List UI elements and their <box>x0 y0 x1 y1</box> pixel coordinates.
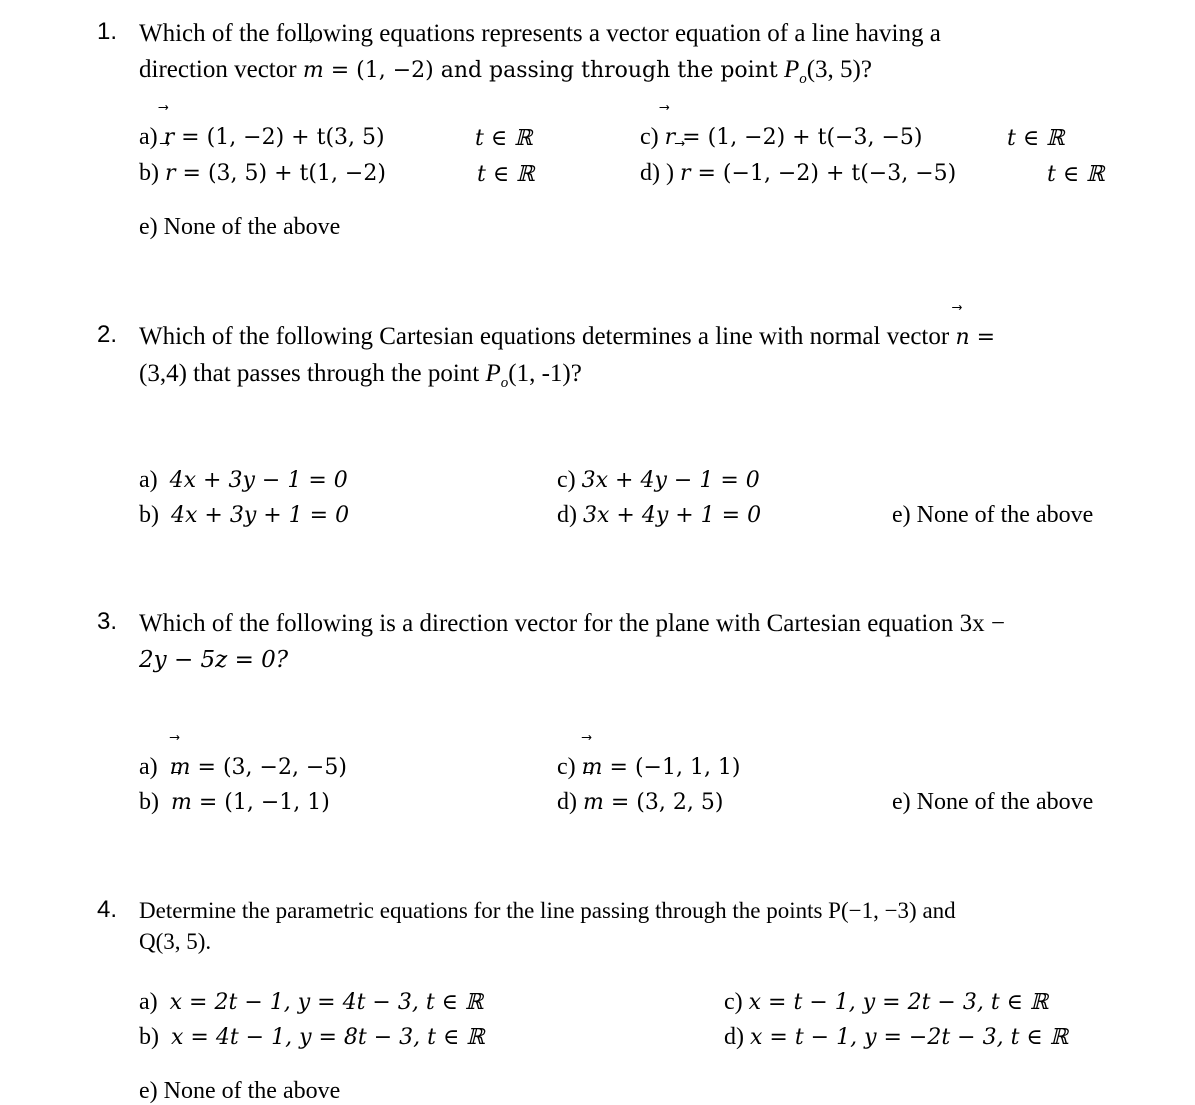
stem-line-2 <box>139 356 995 401</box>
question-number: 1. <box>97 18 118 45</box>
stem-line-2: 2y − 5z = 0? <box>139 647 289 673</box>
option-d[interactable] <box>724 1024 1068 1051</box>
option-b-domain: t ∈ ℝ <box>477 162 535 187</box>
stem-text: direction vector <box>139 56 297 83</box>
option-label: a) <box>139 124 158 150</box>
stem-line-1: Which of the following equations represents a vector equation of a line having a <box>139 20 941 47</box>
question-number: 2. <box>97 321 118 348</box>
stem-text: (3, 5)? <box>806 56 872 83</box>
option-e[interactable]: e) None of the above <box>892 789 1094 815</box>
option-label: c) <box>724 989 743 1015</box>
point-subscript: o <box>799 71 807 87</box>
stem-text: = <box>969 325 996 350</box>
option-a[interactable] <box>139 467 348 494</box>
option-expression: = (1, −2) + t(3, 5) <box>174 125 385 150</box>
option-b[interactable] <box>139 502 349 529</box>
vector-r: ⃗ r <box>665 125 676 150</box>
stem-line-2: Q(3, 5). <box>139 929 212 954</box>
option-b[interactable] <box>139 1024 485 1051</box>
option-expression: x = t − 1, y = −2t − 3, t ∈ ℝ <box>750 1025 1068 1050</box>
option-label: a) <box>139 467 158 493</box>
question-number: 3. <box>97 608 118 635</box>
question-stem <box>139 606 1005 678</box>
vector-m: ⃗ m <box>583 790 604 815</box>
option-expression: = (1, −2) + t(−3, −5) <box>675 125 923 150</box>
option-expression: 4x + 3y + 1 = 0 <box>171 503 350 528</box>
vector-m: ⃗ m <box>171 790 192 815</box>
option-expression: x = 4t − 1, y = 8t − 3, t ∈ ℝ <box>171 1025 485 1050</box>
option-label: b) <box>139 160 159 186</box>
vector-r: ⃗ r <box>680 161 691 186</box>
option-d[interactable] <box>557 502 761 529</box>
question-stem <box>139 319 995 401</box>
option-expression: = (3, 2, 5) <box>603 790 724 815</box>
option-label: b) <box>139 502 159 528</box>
option-expression: 3x + 4y + 1 = 0 <box>583 503 762 528</box>
question-stem <box>139 16 941 97</box>
stem-text: (3,4) that passes through the point <box>139 360 480 387</box>
option-expression: = (−1, −2) + t(−3, −5) <box>690 161 957 186</box>
vector-m: ⃗ m <box>582 755 603 780</box>
stem-text: (1, -1)? <box>508 360 582 387</box>
vector-m: ⃗ m <box>170 755 191 780</box>
option-d[interactable] <box>640 160 956 187</box>
option-expression: = (−1, 1, 1) <box>602 755 741 780</box>
point-subscript: o <box>500 375 509 391</box>
stem-line-1: Which of the following is a direction vector for the plane with Cartesian equation 3x − <box>139 610 1005 637</box>
option-b[interactable] <box>139 789 330 816</box>
option-a[interactable] <box>139 124 385 151</box>
option-label: b) <box>139 789 159 815</box>
stem-line-2 <box>139 52 941 97</box>
point-label: P <box>485 360 501 387</box>
vector-r: ⃗ r <box>164 125 175 150</box>
stem-text: = (1, −2) and passing through the point <box>323 58 778 83</box>
option-expression: x = t − 1, y = 2t − 3, t ∈ ℝ <box>748 990 1049 1015</box>
option-d-domain: t ∈ ℝ <box>1047 162 1105 187</box>
option-label: a) <box>139 989 158 1015</box>
point-label: P <box>783 56 800 83</box>
option-e[interactable]: e) None of the above <box>139 214 341 240</box>
vector-n: ⃗ n <box>955 320 969 356</box>
stem-line-1 <box>139 319 995 356</box>
option-label: c) <box>557 467 576 493</box>
option-label: d) ) <box>640 160 674 186</box>
option-c-domain: t ∈ ℝ <box>1007 126 1065 151</box>
option-b[interactable] <box>139 160 386 187</box>
option-c[interactable] <box>724 989 1048 1016</box>
option-label: c) <box>557 754 576 780</box>
option-e[interactable]: e) None of the above <box>139 1078 341 1104</box>
option-expression: = (1, −1, 1) <box>191 790 330 815</box>
option-e[interactable]: e) None of the above <box>892 502 1094 528</box>
option-label: b) <box>139 1024 159 1050</box>
option-a-domain: t ∈ ℝ <box>475 126 533 151</box>
option-label: d) <box>557 502 577 528</box>
stem-line-1: Determine the parametric equations for the line passing through the points P(−1, −3) and <box>139 898 956 923</box>
option-expression: 3x + 4y − 1 = 0 <box>581 468 760 493</box>
question-number: 4. <box>97 896 118 923</box>
stem-text: Which of the following Cartesian equations determines a line with normal vector <box>139 323 950 350</box>
option-expression: 4x + 3y − 1 = 0 <box>169 468 348 493</box>
option-label: d) <box>724 1024 744 1050</box>
option-label: d) <box>557 789 577 815</box>
option-a[interactable] <box>139 989 483 1016</box>
option-label: c) <box>640 124 659 150</box>
vector-m: ⃗ m <box>303 53 324 89</box>
option-expression: = (3, −2, −5) <box>190 755 347 780</box>
option-expression: = (3, 5) + t(1, −2) <box>175 161 386 186</box>
question-stem <box>139 895 956 957</box>
vector-r: ⃗ r <box>165 161 176 186</box>
option-label: a) <box>139 754 158 780</box>
option-d[interactable] <box>557 789 723 816</box>
option-c[interactable] <box>557 467 760 494</box>
option-expression: x = 2t − 1, y = 4t − 3, t ∈ ℝ <box>169 990 484 1015</box>
